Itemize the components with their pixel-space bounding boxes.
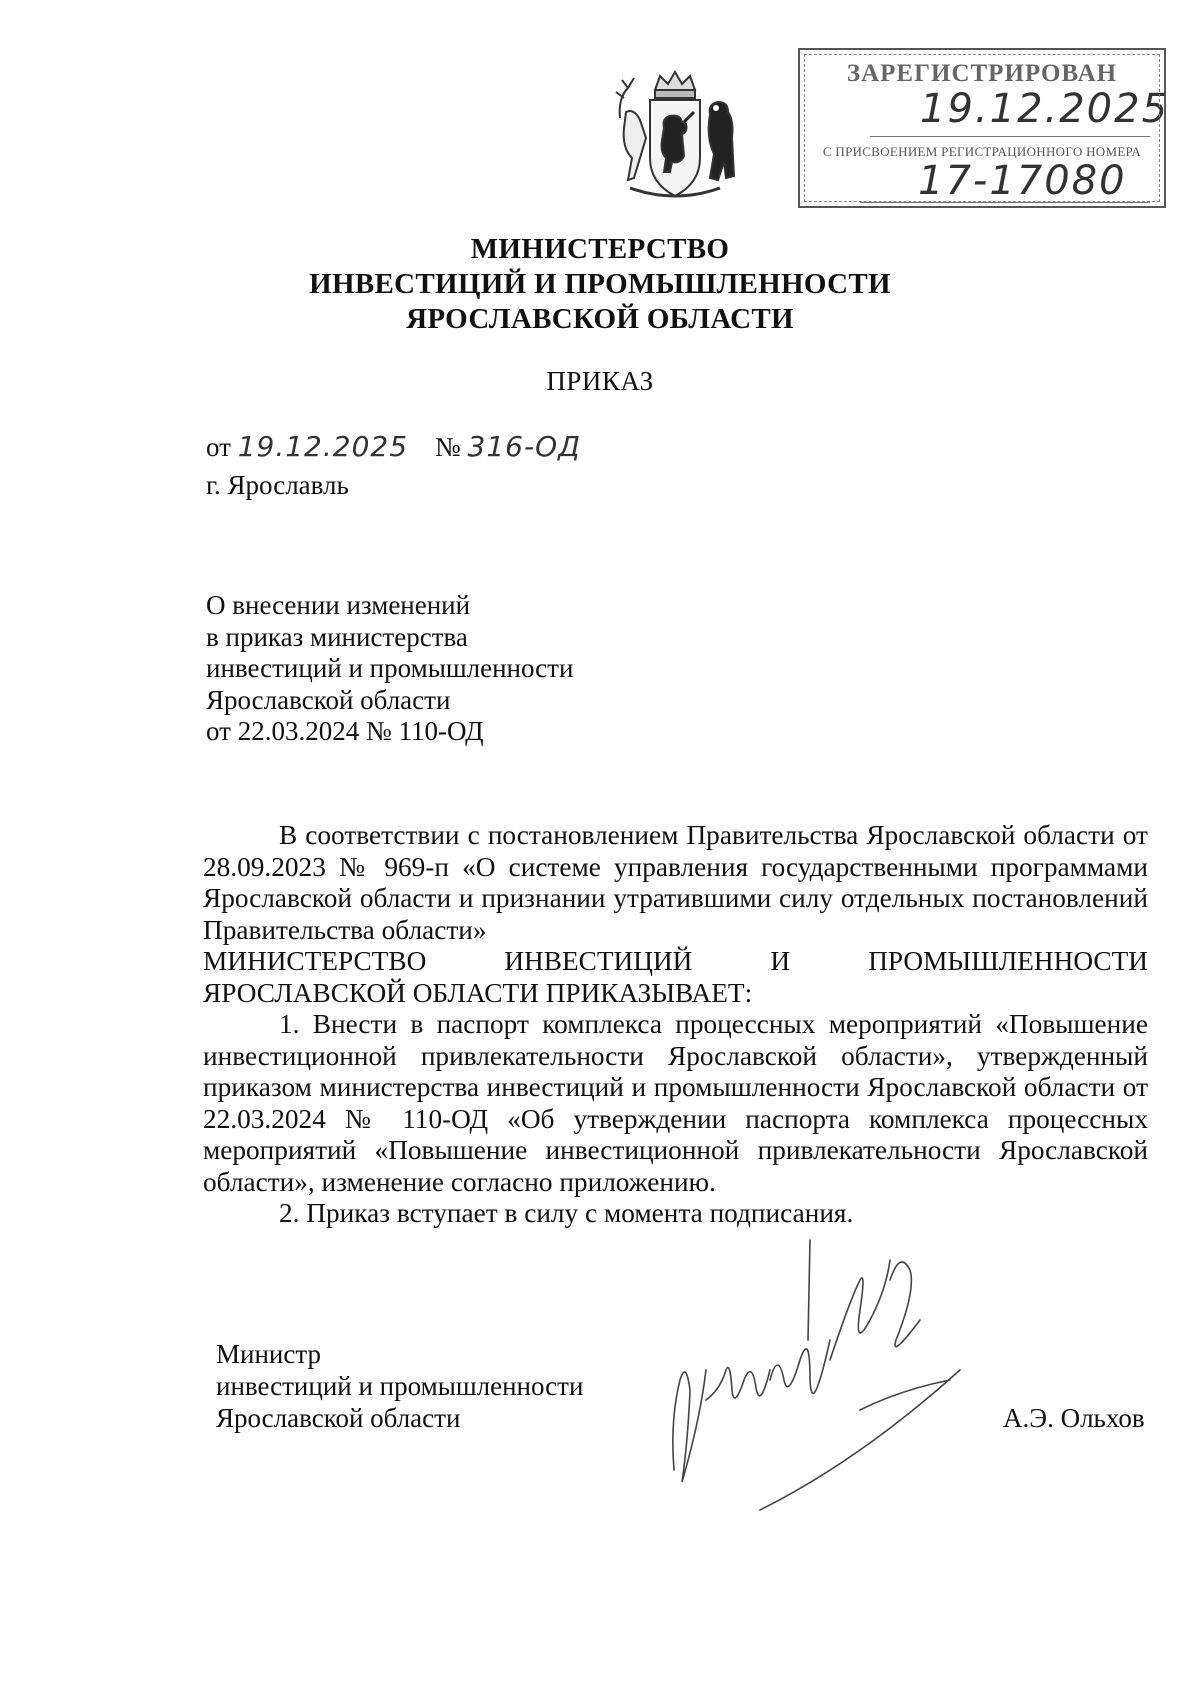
subject-line: от 22.03.2024 № 110-ОД [206, 716, 484, 746]
signer-position [216, 1338, 583, 1434]
order-directive-line: МИНИСТЕРСТВО ИНВЕСТИЦИЙ И ПРОМЫШЛЕННОСТИ [203, 946, 1148, 976]
document-type: ПРИКАЗ [546, 366, 654, 396]
ministry-header [0, 232, 1200, 337]
handwritten-signature-icon [660, 1220, 1000, 1520]
ministry-line: ИНВЕСТИЦИЙ И ПРОМЫШЛЕННОСТИ [309, 268, 891, 300]
city: г. Ярославль [206, 470, 349, 500]
order-directive-line: ЯРОСЛАВСКОЙ ОБЛАСТИ ПРИКАЗЫВАЕТ: [203, 977, 753, 1008]
stamp-title: ЗАРЕГИСТРИРОВАН [846, 60, 1118, 87]
signer-name: А.Э. Ольхов [1003, 1403, 1145, 1433]
subject-line: в приказ министерства [206, 621, 468, 652]
date-prefix: от [206, 432, 231, 462]
stamp-underline [870, 136, 1150, 137]
order-item: 2. Приказ вступает в силу с момента подписания. [279, 1198, 854, 1228]
registration-stamp [798, 48, 1170, 208]
position-line: Министр [216, 1339, 321, 1369]
order-item: 1. Внести в паспорт комплекса процессных мероприятий «Повышение инвестиционной привлекательности Ярославской области», утвержденный приказом министерства инвестиций и промышленности Ярославской области от 22.03.2024 № 110-ОД «Об утверждении паспорта комплекса процессных мероприятий «Повышение инвестиционной привлекательности Ярославской области», изменение согласно приложению. [203, 1009, 1148, 1197]
order-body [203, 820, 1148, 1230]
stamp-date: 19.12.2025 [920, 86, 1170, 132]
position-line: Ярославской области [216, 1403, 461, 1433]
position-line: инвестиций и промышленности [216, 1371, 584, 1401]
ministry-line: ЯРОСЛАВСКОЙ ОБЛАСТИ [406, 303, 794, 335]
ministry-line: МИНИСТЕРСТВО [470, 233, 730, 265]
number-prefix: № [435, 432, 461, 462]
order-date-number [206, 430, 581, 463]
order-date: 19.12.2025 [237, 430, 409, 463]
subject-line: инвестиций и промышленности [206, 653, 574, 683]
yaroslavl-coat-of-arms-icon [600, 68, 750, 208]
order-number: 316-ОД [467, 430, 582, 463]
stamp-number: 17-17080 [918, 158, 1127, 204]
order-subject [206, 590, 573, 748]
subject-line: О внесении изменений [206, 590, 471, 620]
stamp-underline [860, 202, 1150, 203]
subject-line: Ярославской области [206, 684, 451, 715]
preamble-paragraph: В соответствии с постановлением Правительства Ярославской области от 28.09.2023 № 969-п «О системе управления государственными программами Ярославской области и признании утратившими силу отдельных постановлений Правительства области» [203, 820, 1148, 945]
stamp-subtitle: С ПРИСВОЕНИЕМ РЕГИСТРАЦИОННОГО НОМЕРА [822, 144, 1142, 159]
